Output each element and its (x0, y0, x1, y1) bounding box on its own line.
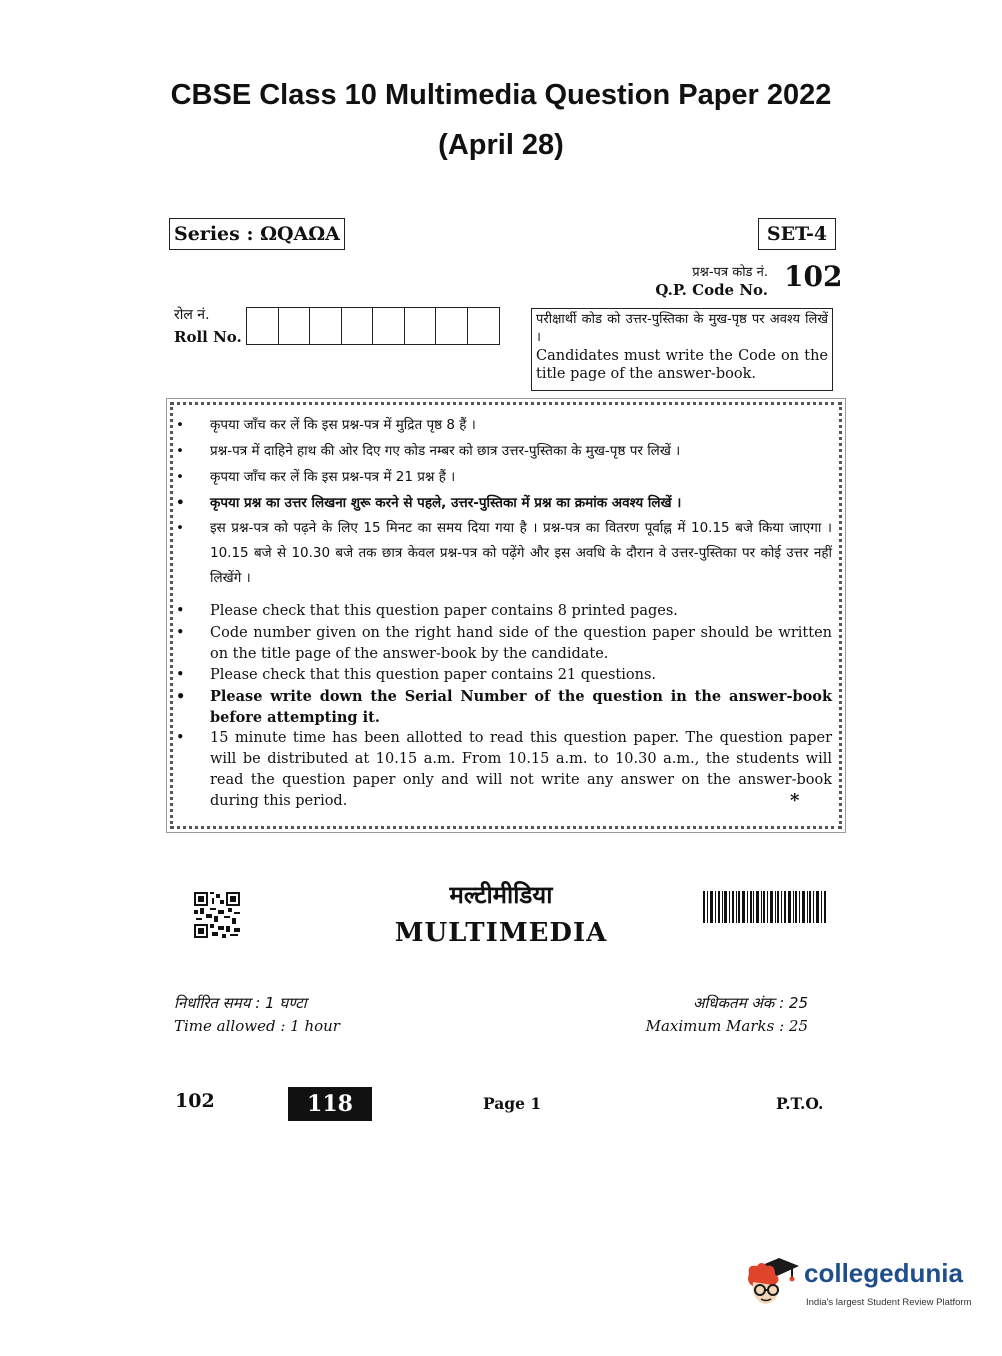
roll-digit-box (436, 308, 468, 344)
set-label: SET-4 (758, 218, 836, 250)
bullet: • (176, 469, 184, 485)
series-label: Series : ΩQAΩA (169, 218, 345, 250)
time-allowed-hindi: निर्धारित समय : 1 घण्टा (174, 994, 307, 1012)
instruction-english (176, 623, 832, 665)
roll-digit-box (373, 308, 405, 344)
subject-hindi: मल्टीमीडिया (449, 881, 553, 909)
instruction-english (176, 686, 832, 728)
title-line-1: CBSE Class 10 Multimedia Question Paper 2022 (170, 79, 832, 111)
title-line-2: (April 28) (438, 129, 564, 161)
instruction-hindi (176, 516, 832, 591)
document-title (0, 70, 1002, 170)
instruction-text: Please write down the Serial Number of the question in the answer-book before attempting it. (210, 688, 832, 726)
roll-digit-box (468, 308, 500, 344)
roll-digit-box (279, 308, 311, 344)
bullet: • (176, 520, 184, 536)
code-note-box (531, 308, 833, 391)
instruction-text: Code number given on the right hand side of the question paper should be written on the title page of the answer-book by the candidate. (210, 625, 832, 662)
instruction-hindi (176, 439, 832, 464)
bullet: • (176, 417, 184, 433)
bullet: • (176, 625, 185, 641)
bullet: • (176, 730, 185, 746)
instruction-english (176, 665, 832, 686)
code-note-hindi: परीक्षार्थी कोड को उत्तर-पुस्तिका के मुख-पृष्ठ पर अवश्य लिखें । (536, 312, 828, 345)
instruction-text: Please check that this question paper contains 8 printed pages. (210, 603, 678, 619)
roll-digit-box (247, 308, 279, 344)
qp-code-value: 102 (784, 260, 843, 293)
code-note-english: Candidates must write the Code on the title page of the answer-book. (536, 348, 828, 382)
instruction-text: प्रश्न-पत्र में दाहिने हाथ की ओर दिए गए कोड नम्बर को छात्र उत्तर-पुस्तिका के मुख-पृष्ठ पर लिखें । (210, 443, 681, 459)
roll-no-hindi: रोल नं. (174, 307, 210, 323)
instruction-text: कृपया प्रश्न का उत्तर लिखना शुरू करने से पहले, उत्तर-पुस्तिका में प्रश्न का क्रमांक अवश्य लिखें । (210, 495, 682, 511)
bullet: • (176, 443, 184, 459)
brand-tagline: India's largest Student Review Platform (806, 1297, 972, 1308)
roll-no-label: Roll No. (174, 328, 242, 346)
roll-digit-box (405, 308, 437, 344)
roll-no-boxes (246, 307, 500, 345)
instruction-text: इस प्रश्न-पत्र को पढ़ने के लिए 15 मिनट का समय दिया गया है । प्रश्न-पत्र का वितरण पूर्वाह्न में 10.15 बजे किया जाएगा । 10.15 बजे से 10.30 बजे तक छात्र केवल प्रश्न-पत्र को पढ़ेंगे और इस अवधि के दौरान वे उत्तर-पुस्तिका पर कोई उत्तर नहीं लिखेंगे । (210, 520, 832, 586)
qp-code-label: Q.P. Code No. (655, 281, 768, 299)
instruction-text: 15 minute time has been allotted to read this question paper. The question paper will be distributed at 10.15 a.m. From 10.15 a.m. to 10.30 a.m., the students will read the question paper only and will not write any answer on the answer-book during this period. (210, 730, 832, 809)
instruction-english (176, 728, 832, 812)
instruction-hindi (176, 491, 832, 516)
roll-digit-box (310, 308, 342, 344)
brand-name: collegedunia (804, 1258, 963, 1288)
bullet: • (176, 688, 186, 705)
time-allowed: Time allowed : 1 hour (174, 1017, 340, 1035)
max-marks-hindi: अधिकतम अंक : 25 (692, 994, 808, 1012)
bullet: • (176, 667, 185, 683)
max-marks: Maximum Marks : 25 (645, 1017, 808, 1035)
star-mark: * (790, 790, 800, 811)
bullet: • (176, 603, 185, 619)
instruction-hindi (176, 465, 832, 490)
instruction-hindi (176, 413, 832, 438)
collegedunia-logo-icon (743, 1252, 801, 1310)
qp-code-hindi: प्रश्न-पत्र कोड नं. (692, 265, 768, 280)
footer-code: 102 (175, 1090, 215, 1112)
instruction-english (176, 601, 832, 622)
pto-label: P.T.O. (776, 1094, 824, 1113)
instruction-text: Please check that this question paper contains 21 questions. (210, 667, 656, 683)
page-number: Page 1 (483, 1094, 542, 1113)
instruction-text: कृपया जाँच कर लें कि इस प्रश्न-पत्र में मुद्रित पृष्ठ 8 हैं । (210, 417, 476, 433)
roll-digit-box (342, 308, 374, 344)
instruction-text: कृपया जाँच कर लें कि इस प्रश्न-पत्र में 21 प्रश्न हैं । (210, 469, 456, 485)
bullet: • (176, 495, 185, 511)
footer-box-number: 118 (288, 1087, 372, 1121)
subject-title: MULTIMEDIA (394, 918, 608, 948)
